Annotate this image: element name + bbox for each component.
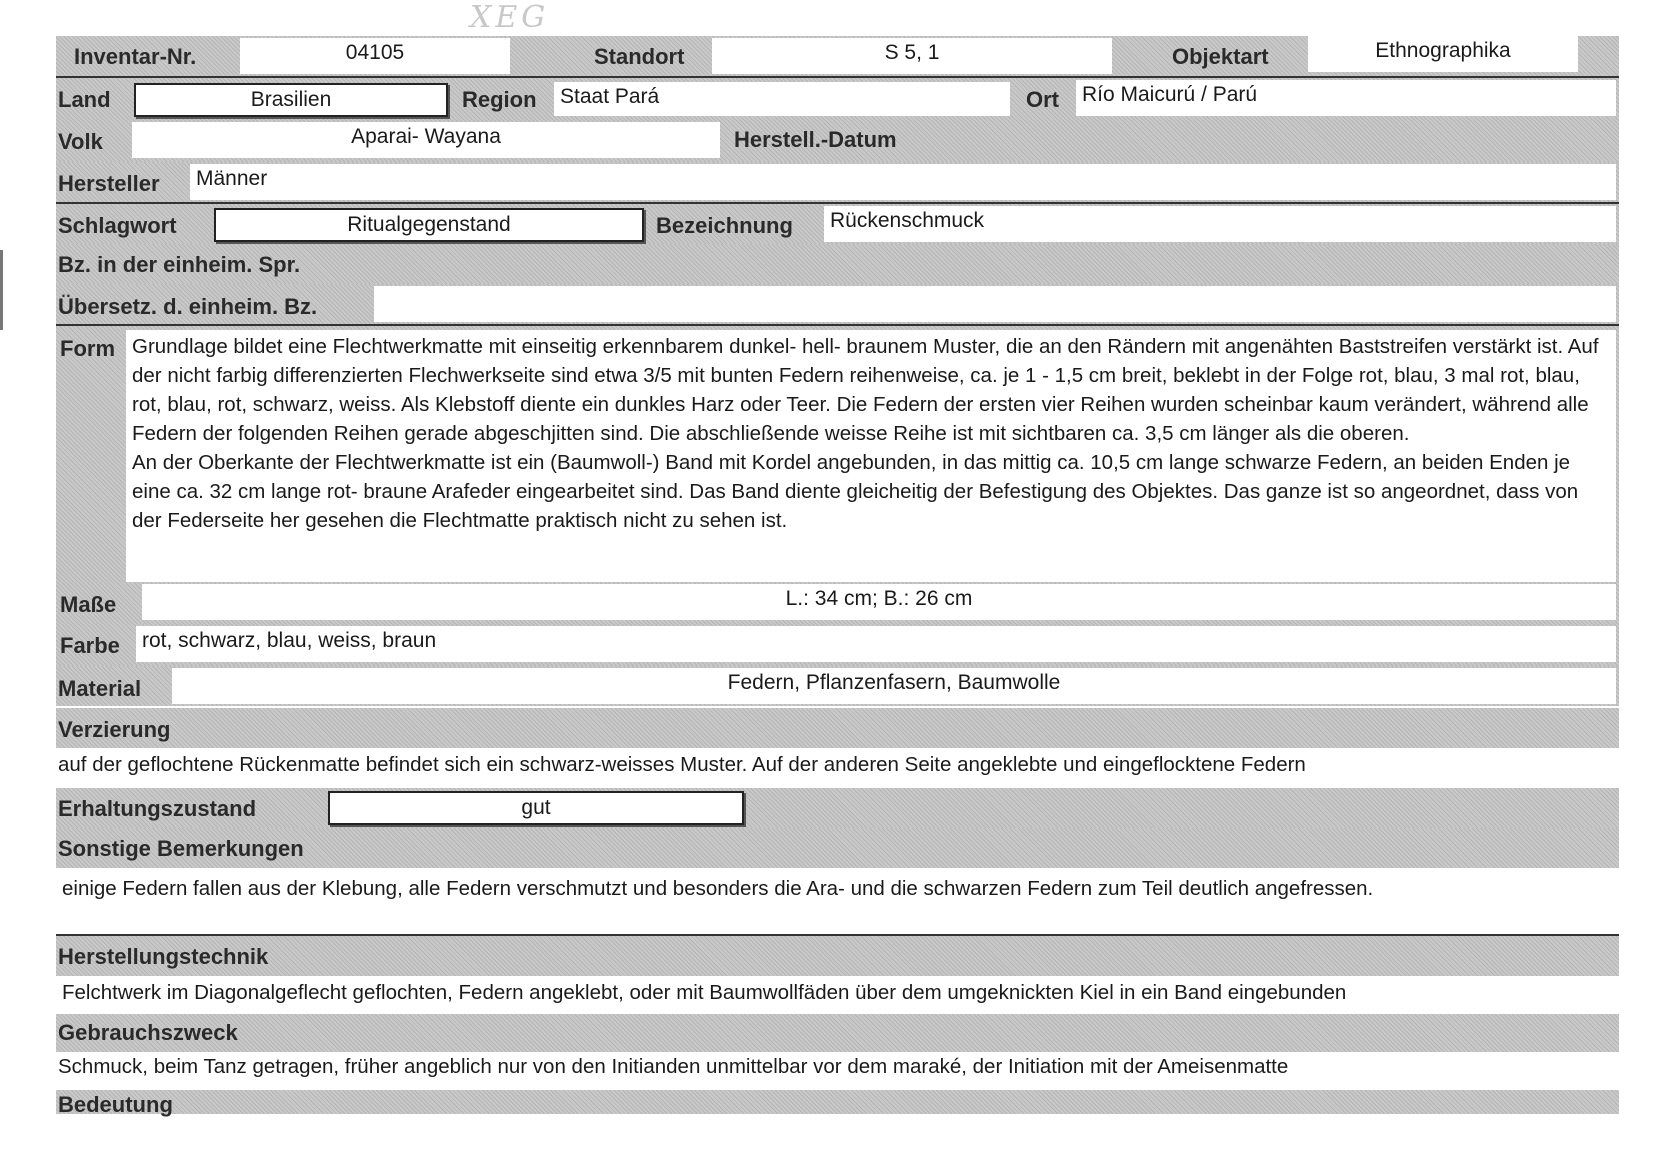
- region-field[interactable]: Staat Pará: [554, 82, 1010, 116]
- sonstige-bemerkungen-field[interactable]: einige Federn fallen aus der Klebung, alle Federn verschmutzt und besonders die Ara- und die schwarzen Federn zum Teil deutlich angefressen.: [56, 870, 1616, 934]
- hersteller-label: Hersteller: [58, 171, 160, 196]
- bz-einheim-label: Bz. in der einheim. Spr.: [58, 252, 301, 277]
- volk-field[interactable]: Aparai- Wayana: [132, 122, 720, 158]
- bedeutung-label: Bedeutung: [58, 1092, 173, 1117]
- farbe-field[interactable]: rot, schwarz, blau, weiss, braun: [136, 626, 1616, 662]
- masse-field[interactable]: L.: 34 cm; B.: 26 cm: [142, 584, 1616, 620]
- herstell-datum-label: Herstell.-Datum: [734, 127, 897, 152]
- form-label: Form: [60, 336, 115, 361]
- land-label: Land: [58, 87, 111, 112]
- farbe-label: Farbe: [60, 633, 120, 658]
- ort-label: Ort: [1026, 87, 1059, 112]
- purpose-band: [56, 1014, 1619, 1052]
- scan-edge-mark: [0, 250, 3, 330]
- inventar-nr-label: Inventar-Nr.: [74, 44, 197, 69]
- hersteller-field[interactable]: Männer: [190, 164, 1616, 200]
- inventar-nr-field[interactable]: 04105: [240, 38, 510, 74]
- decoration-band: [56, 708, 1619, 748]
- schlagwort-label: Schlagwort: [58, 213, 177, 238]
- meaning-band: [56, 1090, 1619, 1117]
- gebrauchszweck-field[interactable]: Schmuck, beim Tanz getragen, früher angeblich nur von den Initianden unmittelbar vor dem maraké, der Initiation mit der Ameisenmatte: [52, 1052, 1608, 1088]
- uebersetz-field[interactable]: [374, 286, 1616, 322]
- land-field[interactable]: Brasilien: [134, 83, 448, 117]
- standort-field[interactable]: S 5, 1: [712, 38, 1112, 74]
- condition-band: [56, 788, 1619, 828]
- form-description[interactable]: [126, 330, 1616, 582]
- material-field[interactable]: Federn, Pflanzenfasern, Baumwolle: [172, 668, 1616, 704]
- erhaltungszustand-label: Erhaltungszustand: [58, 796, 257, 821]
- bezeichnung-field[interactable]: Rückenschmuck: [824, 206, 1616, 242]
- ort-field[interactable]: Río Maicurú / Parú: [1076, 80, 1616, 116]
- bezeichnung-label: Bezeichnung: [656, 213, 793, 238]
- standort-label: Standort: [594, 44, 685, 69]
- herstellungstechnik-label: Herstellungstechnik: [58, 944, 269, 969]
- masse-label: Maße: [60, 592, 117, 617]
- form-paragraph-1: Grundlage bildet eine Flechtwerkmatte mit einseitig erkennbarem dunkel- hell- braunem Muster, die an den Rändern mit angenähten Baststreifen verstärkt ist. Auf der nicht farbig differenzierten Flechwerkseite sind etwa 3/5 mit bunten Federn reihenweise, ca. je 1 - 1,5 cm breit, beklebt in der Folge rot, blau, 3 mal rot, blau, rot, blau, rot, schwarz, weiss. Als Klebstoff diente ein dunkles Harz oder Teer. Die Federn der ersten vier Reihen wurden scheinbar kaum verändert, während alle Federn der folgenden Reihen gerade abgeschjitten sind. Die abschließende weisse Reihe ist mit sichtbaren ca. 3,5 cm länger als die oberen.: [132, 335, 1599, 445]
- material-label: Material: [58, 676, 142, 701]
- volk-label: Volk: [58, 129, 103, 154]
- technique-band: [56, 936, 1619, 976]
- uebersetz-label: Übersetz. d. einheim. Bz.: [58, 294, 318, 319]
- gebrauchszweck-label: Gebrauchszweck: [58, 1020, 238, 1045]
- verzierung-label: Verzierung: [58, 717, 171, 742]
- objektart-label: Objektart: [1172, 44, 1269, 69]
- region-label: Region: [462, 87, 537, 112]
- form-paragraph-2: An der Oberkante der Flechtwerkmatte ist ein (Baumwoll-) Band mit Kordel angebunden, in das mittig ca. 10,5 cm lange schwarze Federn, an beiden Enden je eine ca. 32 cm lange rot- braune Arafeder eingearbeitet sind. Das Band diente gleicheitig der Befestigung des Objektes. Das ganze ist so angeordnet, dass von der Federseite her gesehen die Flechtmatte praktisch nicht zu sehen ist.: [132, 451, 1579, 532]
- sonstige-bemerkungen-label: Sonstige Bemerkungen: [58, 836, 304, 861]
- verzierung-field[interactable]: auf der geflochtene Rückenmatte befindet sich ein schwarz-weisses Muster. Auf der anderen Seite angeklebte und eingeflocktene Federn: [52, 750, 1606, 786]
- objektart-field[interactable]: Ethnographika: [1308, 36, 1578, 72]
- herstellungstechnik-field[interactable]: Felchtwerk im Diagonalgeflecht geflochten, Federn angeklebt, oder mit Baumwollfäden über dem umgeknickten Kiel in ein Band eingebunden: [56, 978, 1616, 1014]
- schlagwort-field[interactable]: Ritualgegenstand: [214, 208, 644, 242]
- erhaltungszustand-field[interactable]: gut: [328, 791, 744, 825]
- handwritten-note: XEG: [470, 0, 550, 35]
